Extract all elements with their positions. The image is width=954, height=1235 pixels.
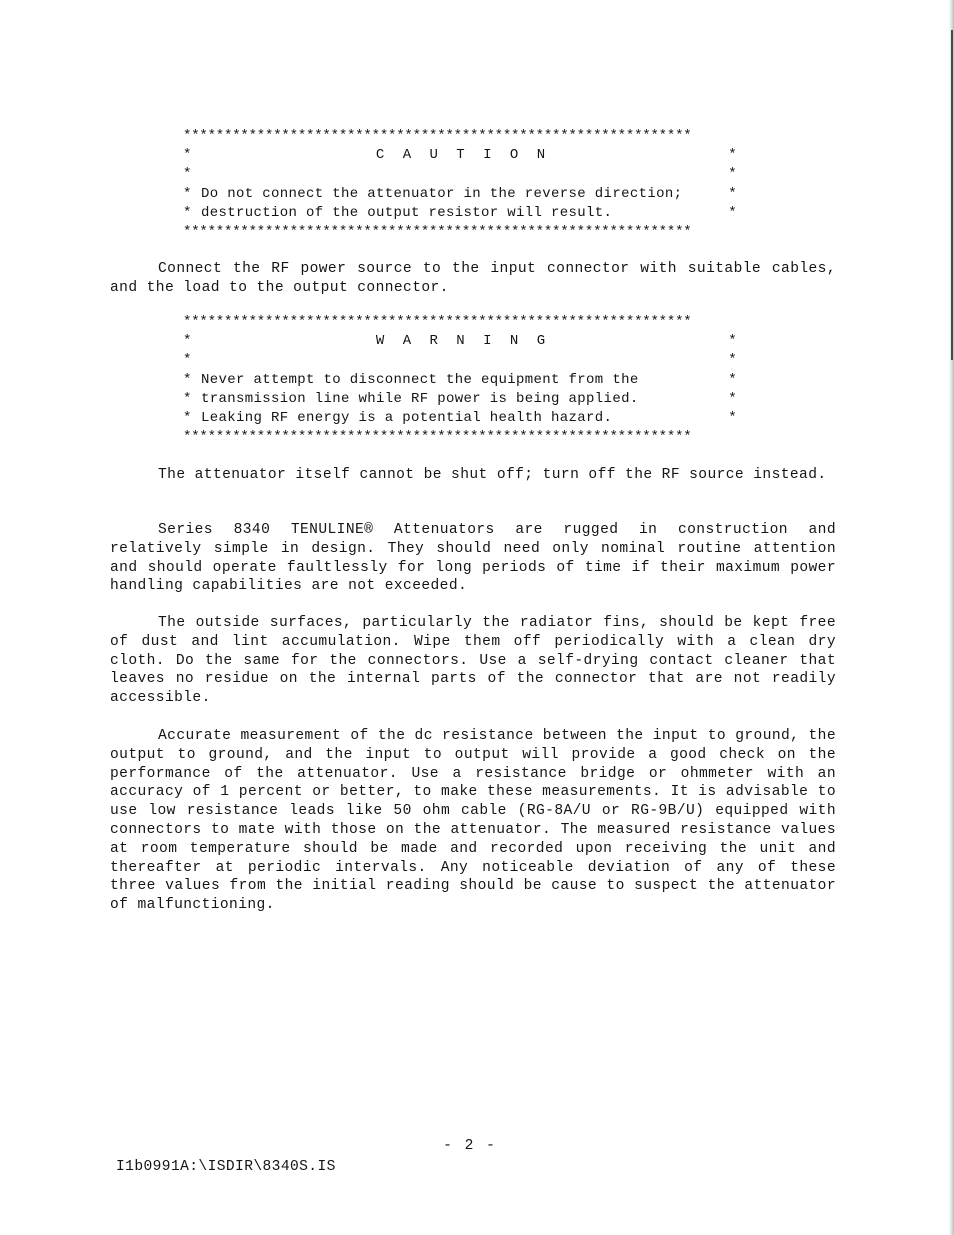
caution-border-star: * (728, 204, 737, 221)
warning-bottom-border: ************************************************************** (183, 429, 692, 446)
file-reference: I1b0991A:\ISDIR\8340S.IS (116, 1159, 336, 1175)
warning-text-line: Never attempt to disconnect the equipment from the (201, 371, 639, 388)
paragraph-measurement-text: Accurate measurement of the dc resistance between the input to ground, the output to ground, and the input to output will provide a good check on the performance of the attenuator. Use a resistance bridge or ohmmeter with an accuracy of 1 percent or better, to make these measurements. It is advisable to use low resistance leads like 50 ohm cable (RG-8A/U or RG-9B/U) equipped with connectors to mate with those on the attenuator. The measured resistance values at room temperature should be made and recorded upon receiving the unit and thereafter at periodic intervals. Any noticeable deviation of any of these three values from the initial reading should be cause to suspect the attenuator of malfunctioning. (110, 728, 836, 914)
paragraph-series-text: Series 8340 TENULINE® Attenuators are rugged in construction and relatively simple in design. They should need only nominal routine attention and should operate faultlessly for long periods of time if their maximum power handling capabilities are not exceeded. (110, 522, 836, 595)
warning-heading: W A R N I N G (375, 333, 551, 350)
warning-border-star: * (728, 390, 737, 407)
paragraph-series (110, 521, 836, 596)
paragraph-connect-text: Connect the RF power source to the input connector with suitable cables, and the load to the output connector. (110, 261, 836, 296)
warning-line (183, 409, 743, 428)
paragraph-measurement (110, 727, 836, 915)
warning-line (183, 390, 743, 409)
warning-border-star: * (728, 409, 737, 426)
warning-line (183, 371, 743, 390)
caution-border-star: * (728, 147, 737, 164)
warning-text-line: transmission line while RF power is being applied. (201, 390, 639, 407)
warning-border-star: * (183, 409, 192, 426)
caution-line (183, 204, 743, 223)
warning-border-star: * (183, 352, 192, 369)
warning-border-star: * (183, 390, 192, 407)
caution-border-star: * (183, 147, 192, 164)
warning-border-star: * (183, 371, 192, 388)
paragraph-surfaces (110, 614, 836, 708)
caution-box (183, 127, 743, 242)
caution-border-star: * (183, 166, 192, 183)
page-number: - 2 - (443, 1138, 497, 1154)
caution-border-star: * (183, 204, 192, 221)
warning-border-star: * (183, 333, 192, 350)
warning-blank-row (183, 351, 743, 370)
caution-border-star: * (728, 185, 737, 202)
caution-bottom-border: ************************************************************** (183, 223, 692, 240)
caution-heading: C A U T I O N (375, 147, 551, 164)
paragraph-connect (110, 260, 836, 298)
warning-heading-row (183, 332, 743, 351)
caution-text-line: Do not connect the attenuator in the reverse direction; (201, 185, 683, 202)
caution-line (183, 185, 743, 204)
caution-border-star: * (183, 185, 192, 202)
paragraph-surfaces-text: The outside surfaces, particularly the radiator fins, should be kept free of dust and lint accumulation. Wipe them off periodically with a clean dry cloth. Do the same for the connectors. Use a self-drying contact cleaner that leaves no residue on the internal parts of the connector that are not readily accessible. (110, 615, 836, 707)
caution-text-line: destruction of the output resistor will result. (201, 204, 613, 221)
paragraph-shutoff-text: The attenuator itself cannot be shut off; turn off the RF source instead. (158, 467, 827, 483)
warning-box (183, 313, 743, 447)
warning-border-star: * (728, 371, 737, 388)
paragraph-shutoff (110, 466, 836, 485)
caution-blank-row (183, 165, 743, 184)
warning-border-star: * (728, 333, 737, 350)
caution-top-border: ************************************************************** (183, 128, 692, 144)
scan-edge-mark (951, 30, 953, 360)
caution-heading-row (183, 146, 743, 165)
caution-border-star: * (728, 166, 737, 183)
warning-top-border: ************************************************************** (183, 314, 692, 330)
warning-border-star: * (728, 352, 737, 369)
warning-text-line: Leaking RF energy is a potential health hazard. (201, 409, 613, 426)
